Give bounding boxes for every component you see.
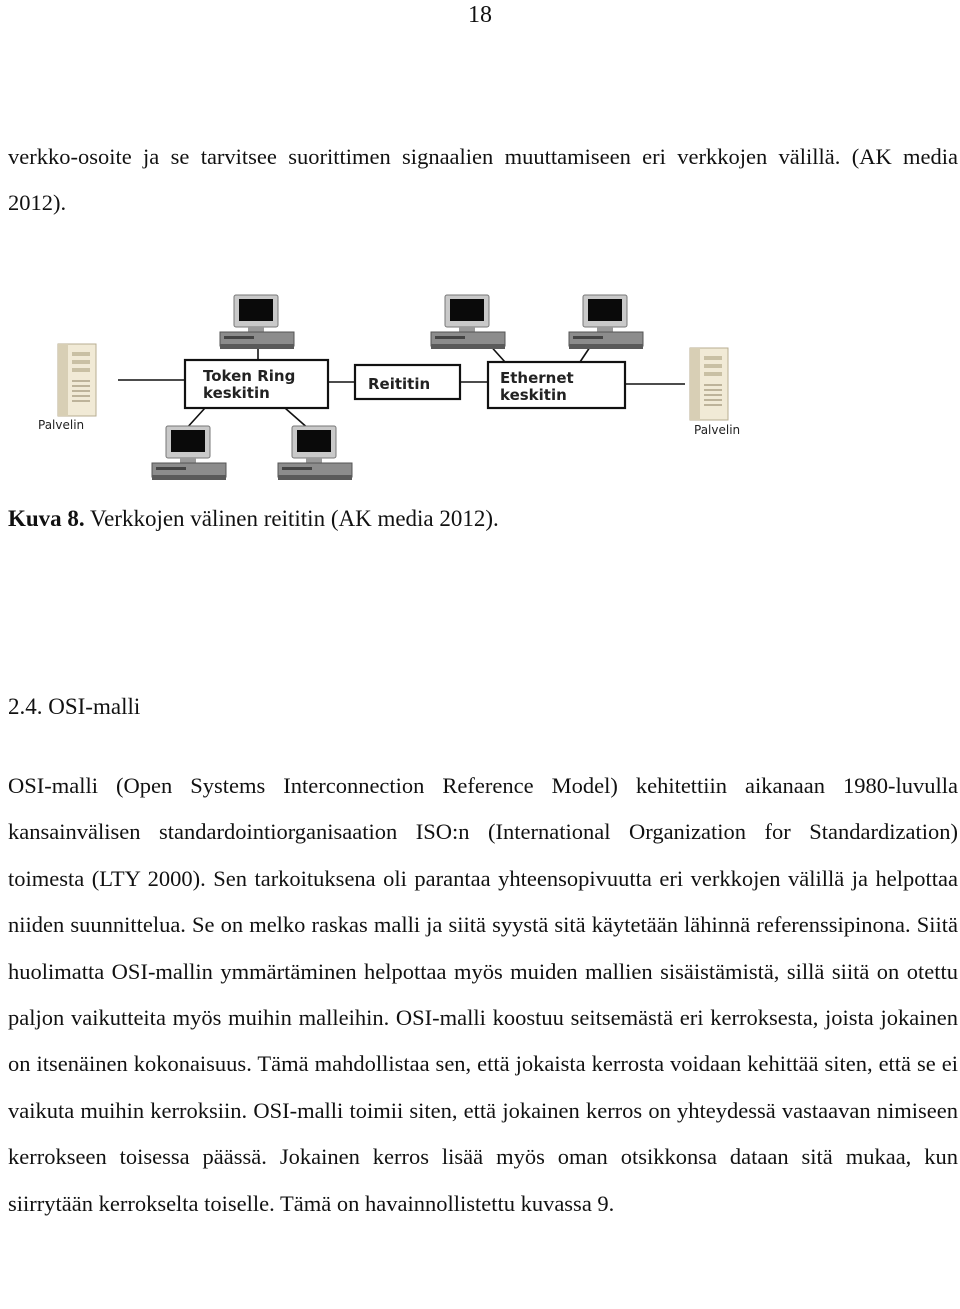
computer-icon [220, 295, 294, 349]
token-ring-label-line2: keskitin [203, 384, 270, 402]
section-body: OSI-malli (Open Systems Interconnection Reference Model) kehitettiin aikanaan 1980-luvulla kansainvälisen standardointiorganisaation ISO:n (International Organization for Standardization) toimesta (LTY 2000). Sen tarkoituksena oli parantaa yhteensopivuutta eri verkkojen välillä ja helpottaa niiden suunnittelua. Se on melko raskas malli ja siitä syystä sitä käytetään lähinnä referenssipinona. Siitä huolimatta OSI-mallin ymmärtäminen helpottaa myös muiden mallien sisäistämistä, sillä siitä on otettu paljon vaikutteita myös muihin malleihin. OSI-malli koostuu seitsemästä eri kerroksesta, joista jokainen on itsenäinen kokonaisuus. Tämä mahdollistaa sen, että jokaista kerrosta voidaan kehittää siten, että se ei vaikuta muihin kerroksiin. OSI-malli toimii siten, että jokainen kerros on yhteydessä vastaavan nimiseen kerrokseen toisessa päässä. Jokainen kerros lisää myös oman otsikkonsa dataan sitä mukaa, kun siirrytään kerrokselta toiselle. Tämä on havainnollistettu kuvassa 9. [8, 773, 958, 1216]
caption-label: Kuva 8. [8, 506, 85, 531]
ethernet-label-line2: keskitin [500, 386, 567, 404]
figure-caption [8, 506, 499, 532]
computer-icon [278, 426, 352, 480]
server-label-right: Palvelin [694, 423, 741, 437]
ethernet-label-line1: Ethernet [500, 369, 574, 387]
router-label: Reititin [368, 375, 431, 393]
computer-icon [569, 295, 643, 349]
computer-icon [431, 295, 505, 349]
token-ring-label-line1: Token Ring [203, 367, 296, 385]
caption-text: Verkkojen välinen reititin (AK media 2012). [84, 506, 499, 531]
server-icon [690, 348, 728, 420]
network-diagram [0, 280, 960, 480]
intro-paragraph: verkko-osoite ja se tarvitsee suorittimen signaalien muuttamiseen eri verkkojen välillä. (AK media 2012). [8, 144, 958, 215]
server-label-left: Palvelin [38, 418, 85, 432]
page-number: 18 [468, 2, 492, 28]
section-heading: 2.4. OSI-malli [8, 694, 141, 719]
server-icon [58, 344, 96, 416]
computer-icon [152, 426, 226, 480]
